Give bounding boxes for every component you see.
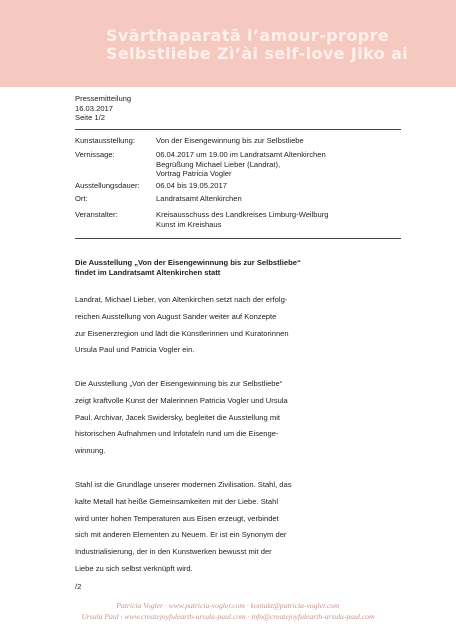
organizer-line: Kreisausschuss des Landkreises Limburg-Weilburg [156, 210, 329, 219]
paragraph-line: Stahl ist die Grundlage unserer modernen Zivilisation. Stahl, das [75, 480, 292, 489]
paragraph-line: Liebe zu sich selbst verknüpft wird. [75, 563, 193, 573]
paragraph-line: Landrat, Michael Lieber, von Altenkirchen setzt nach der erfolg- [75, 295, 288, 304]
footer-contact-patricia: Patricia Vogler · www.patricia-vogler.com · kontakt@patricia-vogler.com [116, 601, 340, 610]
duration-value: 06.04 bis 19.05.2017 [156, 181, 227, 190]
exhibition-value: Von der Eisengewinnung bis zur Selbstliebe [156, 136, 304, 145]
vernissage-line: 06.04.2017 um 19.00 im Landratsamt Altenkirchen [156, 150, 326, 159]
headline-line: findet im Landratsamt Altenkirchen statt [75, 267, 221, 277]
press-headline [75, 258, 301, 277]
organizer-value [156, 210, 329, 229]
banner-title-line-2: Selbstliebe Zì’ài self-love Jiko ai [106, 44, 409, 63]
paragraph-line: Die Ausstellung „Von der Eisengewinnung bis zur Selbstliebe“ [75, 379, 283, 388]
duration-label: Ausstellungsdauer: [75, 181, 140, 190]
footer-contact-ursula: Ursula Paul · www.createjoyfulearth-ursula-paul.com · info@createjoyfulearth-ursula-paul.com [81, 612, 375, 621]
vernissage-line: Vortrag Patricia Vogler [156, 169, 232, 178]
body-paragraph-3 [75, 477, 292, 578]
divider-top [75, 129, 401, 130]
paragraph-line: Industrialisierung, der in den Kunstwerken bewusst mit der [75, 547, 272, 557]
paragraph-line: historischen Aufnahmen und Infotafeln rund um die Eisenge- [75, 429, 279, 439]
paragraph-line: Paul. Archivar, Jacek Swidersky, begleitet die Ausstellung mit [75, 412, 280, 422]
paragraph-line: wird unter hohen Temperaturen aus Eisen erzeugt, verbindet [75, 513, 279, 523]
header-banner [0, 0, 456, 87]
vernissage-value [156, 150, 326, 179]
divider-bottom [75, 238, 401, 239]
paragraph-line: winnung. [75, 446, 106, 456]
paragraph-line: sich mit anderen Elementen zu Neuem. Er ist ein Synonym der [75, 530, 287, 540]
location-label: Ort: [75, 194, 88, 203]
paragraph-line: zeigt kraftvolle Kunst der Malerinnen Patricia Vogler und Ursula [75, 395, 288, 405]
vernissage-line: Begrüßung Michael Lieber (Landrat), [156, 159, 281, 169]
document-date: 16.03.2017 [75, 103, 114, 113]
paragraph-line: Ursula Paul und Patricia Vogler ein. [75, 345, 195, 355]
location-value: Landratsamt Altenkirchen [156, 194, 242, 203]
paragraph-line: reichen Ausstellung von August Sander weiter auf Konzepte [75, 311, 277, 321]
document-header [75, 94, 131, 123]
body-paragraph-2 [75, 376, 288, 460]
document-type: Pressemitteilung [75, 94, 132, 103]
paragraph-line: zur Eisenerzregion und lädt die Künstlerinnen und Kuratorinnen [75, 328, 289, 338]
vernissage-label: Vernissage: [75, 150, 115, 159]
exhibition-label: Kunstausstellung: [75, 136, 135, 145]
body-paragraph-1 [75, 292, 289, 359]
page-number: Seite 1/2 [75, 113, 105, 122]
headline-line: Die Ausstellung „Von der Eisengewinnung bis zur Selbstliebe“ [75, 258, 301, 267]
organizer-label: Veranstalter: [75, 210, 118, 219]
organizer-line: Kunst im Kreishaus [156, 219, 222, 229]
banner-title-line-1: Svārthaparatā l’amour-propre [106, 26, 390, 45]
paragraph-line: kalte Metall hat heiße Gemeinsamkeiten mit der Liebe. Stahl [75, 496, 279, 506]
continued-page-reference: /2 [75, 582, 82, 591]
